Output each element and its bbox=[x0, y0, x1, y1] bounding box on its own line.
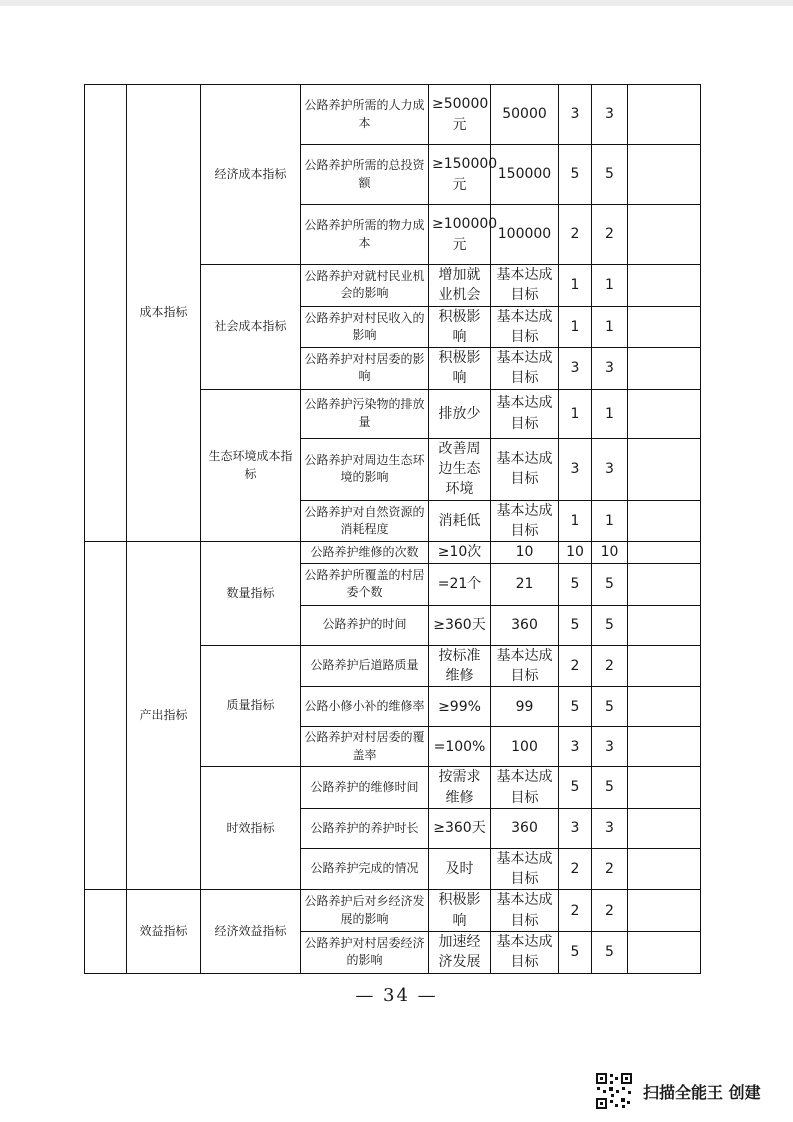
indicator-cell: 公路养护后对乡经济发展的影响 bbox=[301, 890, 429, 932]
remark-cell bbox=[628, 727, 701, 767]
score-cell: 10 bbox=[592, 542, 628, 563]
weight-cell: 2 bbox=[559, 205, 592, 265]
target-value-cell: ≥360天 bbox=[429, 808, 491, 848]
remark-cell bbox=[628, 348, 701, 390]
actual-value-cell: 360 bbox=[491, 605, 559, 645]
actual-value-cell: 基本达成目标 bbox=[491, 932, 559, 974]
actual-value-cell: 基本达成目标 bbox=[491, 348, 559, 390]
remark-cell bbox=[628, 808, 701, 848]
target-value-cell: ≥150000元 bbox=[429, 145, 491, 205]
weight-cell: 3 bbox=[559, 85, 592, 145]
indicator-cell: 公路养护对自然资源的消耗程度 bbox=[301, 500, 429, 542]
blank-cell bbox=[85, 890, 127, 973]
score-cell: 3 bbox=[592, 808, 628, 848]
target-value-cell: ≥360天 bbox=[429, 605, 491, 645]
score-cell: 2 bbox=[592, 848, 628, 890]
weight-cell: 5 bbox=[559, 687, 592, 727]
score-cell: 3 bbox=[592, 727, 628, 767]
actual-value-cell: 99 bbox=[491, 687, 559, 727]
blank-cell bbox=[85, 85, 127, 542]
actual-value-cell: 360 bbox=[491, 808, 559, 848]
actual-value-cell: 10 bbox=[491, 542, 559, 563]
weight-cell: 1 bbox=[559, 265, 592, 307]
actual-value-cell: 21 bbox=[491, 563, 559, 605]
indicator-cell: 公路养护所需的物力成本 bbox=[301, 205, 429, 265]
target-value-cell: ≥50000元 bbox=[429, 85, 491, 145]
subcategory-cell: 时效指标 bbox=[201, 767, 301, 890]
remark-cell bbox=[628, 848, 701, 890]
actual-value-cell: 基本达成目标 bbox=[491, 389, 559, 438]
target-value-cell: 按标准维修 bbox=[429, 645, 491, 687]
remark-cell bbox=[628, 605, 701, 645]
weight-cell: 5 bbox=[559, 767, 592, 809]
target-value-cell: 增加就业机会 bbox=[429, 265, 491, 307]
score-cell: 2 bbox=[592, 645, 628, 687]
score-cell: 1 bbox=[592, 389, 628, 438]
weight-cell: 3 bbox=[559, 348, 592, 390]
remark-cell bbox=[628, 85, 701, 145]
score-cell: 1 bbox=[592, 306, 628, 348]
weight-cell: 5 bbox=[559, 563, 592, 605]
weight-cell: 1 bbox=[559, 389, 592, 438]
weight-cell: 5 bbox=[559, 605, 592, 645]
score-cell: 5 bbox=[592, 145, 628, 205]
scanner-app-label: 扫描全能王 创建 bbox=[643, 1082, 761, 1102]
remark-cell bbox=[628, 500, 701, 542]
subcategory-cell: 社会成本指标 bbox=[201, 265, 301, 390]
target-value-cell: ≥99% bbox=[429, 687, 491, 727]
indicator-cell: 公路养护的时间 bbox=[301, 605, 429, 645]
score-cell: 5 bbox=[592, 932, 628, 974]
indicator-cell: 公路养护对村居委的影响 bbox=[301, 348, 429, 390]
target-value-cell: 按需求维修 bbox=[429, 767, 491, 809]
weight-cell: 3 bbox=[559, 808, 592, 848]
blank-cell bbox=[85, 542, 127, 890]
target-value-cell: ≥100000元 bbox=[429, 205, 491, 265]
table-body bbox=[85, 85, 701, 974]
remark-cell bbox=[628, 767, 701, 809]
indicator-cell: 公路养护所覆盖的村居委个数 bbox=[301, 563, 429, 605]
indicator-cell: 公路养护所需的人力成本 bbox=[301, 85, 429, 145]
table-row bbox=[85, 85, 701, 145]
actual-value-cell: 基本达成目标 bbox=[491, 890, 559, 932]
actual-value-cell: 50000 bbox=[491, 85, 559, 145]
actual-value-cell: 基本达成目标 bbox=[491, 306, 559, 348]
remark-cell bbox=[628, 645, 701, 687]
page-top-edge bbox=[0, 0, 793, 6]
remark-cell bbox=[628, 306, 701, 348]
remark-cell bbox=[628, 542, 701, 563]
weight-cell: 10 bbox=[559, 542, 592, 563]
subcategory-cell: 经济效益指标 bbox=[201, 890, 301, 973]
indicator-cell: 公路养护对村居委经济的影响 bbox=[301, 932, 429, 974]
score-cell: 3 bbox=[592, 85, 628, 145]
actual-value-cell: 150000 bbox=[491, 145, 559, 205]
score-cell: 3 bbox=[592, 348, 628, 390]
category-cell: 成本指标 bbox=[127, 85, 201, 542]
indicator-cell: 公路养护的维修时间 bbox=[301, 767, 429, 809]
remark-cell bbox=[628, 563, 701, 605]
remark-cell bbox=[628, 932, 701, 974]
score-cell: 2 bbox=[592, 890, 628, 932]
indicator-cell: 公路养护对村民收入的影响 bbox=[301, 306, 429, 348]
score-cell: 1 bbox=[592, 500, 628, 542]
target-value-cell: =100% bbox=[429, 727, 491, 767]
score-cell: 5 bbox=[592, 605, 628, 645]
qr-code-icon bbox=[595, 1072, 633, 1110]
weight-cell: 5 bbox=[559, 932, 592, 974]
target-value-cell: 及时 bbox=[429, 848, 491, 890]
remark-cell bbox=[628, 205, 701, 265]
weight-cell: 2 bbox=[559, 890, 592, 932]
indicator-cell: 公路养护后道路质量 bbox=[301, 645, 429, 687]
actual-value-cell: 基本达成目标 bbox=[491, 767, 559, 809]
score-cell: 3 bbox=[592, 438, 628, 500]
weight-cell: 5 bbox=[559, 145, 592, 205]
scanner-watermark bbox=[595, 1071, 761, 1111]
indicator-cell: 公路养护对村居委的覆盖率 bbox=[301, 727, 429, 767]
score-cell: 2 bbox=[592, 205, 628, 265]
remark-cell bbox=[628, 438, 701, 500]
target-value-cell: 消耗低 bbox=[429, 500, 491, 542]
weight-cell: 3 bbox=[559, 727, 592, 767]
remark-cell bbox=[628, 687, 701, 727]
score-cell: 5 bbox=[592, 687, 628, 727]
target-value-cell: 积极影响 bbox=[429, 348, 491, 390]
target-value-cell: 加速经济发展 bbox=[429, 932, 491, 974]
indicator-cell: 公路养护对就村民业机会的影响 bbox=[301, 265, 429, 307]
indicator-cell: 公路养护污染物的排放量 bbox=[301, 389, 429, 438]
indicator-cell: 公路养护的养护时长 bbox=[301, 808, 429, 848]
indicator-cell: 公路养护维修的次数 bbox=[301, 542, 429, 563]
subcategory-cell: 质量指标 bbox=[201, 645, 301, 767]
weight-cell: 2 bbox=[559, 645, 592, 687]
indicator-cell: 公路养护所需的总投资额 bbox=[301, 145, 429, 205]
category-cell: 产出指标 bbox=[127, 542, 201, 890]
subcategory-cell: 生态环境成本指标 bbox=[201, 389, 301, 542]
weight-cell: 1 bbox=[559, 306, 592, 348]
subcategory-cell: 经济成本指标 bbox=[201, 85, 301, 265]
weight-cell: 3 bbox=[559, 438, 592, 500]
performance-indicator-table bbox=[84, 84, 701, 974]
remark-cell bbox=[628, 890, 701, 932]
indicator-cell: 公路养护完成的情况 bbox=[301, 848, 429, 890]
target-value-cell: ≥10次 bbox=[429, 542, 491, 563]
table-row bbox=[85, 542, 701, 563]
target-value-cell: 积极影响 bbox=[429, 306, 491, 348]
category-cell: 效益指标 bbox=[127, 890, 201, 973]
target-value-cell: 积极影响 bbox=[429, 890, 491, 932]
remark-cell bbox=[628, 145, 701, 205]
score-cell: 5 bbox=[592, 563, 628, 605]
indicator-cell: 公路小修小补的维修率 bbox=[301, 687, 429, 727]
score-cell: 5 bbox=[592, 767, 628, 809]
actual-value-cell: 100000 bbox=[491, 205, 559, 265]
actual-value-cell: 基本达成目标 bbox=[491, 500, 559, 542]
actual-value-cell: 基本达成目标 bbox=[491, 848, 559, 890]
target-value-cell: 改善周边生态环境 bbox=[429, 438, 491, 500]
remark-cell bbox=[628, 265, 701, 307]
remark-cell bbox=[628, 389, 701, 438]
indicator-cell: 公路养护对周边生态环境的影响 bbox=[301, 438, 429, 500]
actual-value-cell: 基本达成目标 bbox=[491, 645, 559, 687]
table-row bbox=[85, 890, 701, 932]
weight-cell: 2 bbox=[559, 848, 592, 890]
target-value-cell: 排放少 bbox=[429, 389, 491, 438]
target-value-cell: =21个 bbox=[429, 563, 491, 605]
actual-value-cell: 基本达成目标 bbox=[491, 265, 559, 307]
score-cell: 1 bbox=[592, 265, 628, 307]
actual-value-cell: 基本达成目标 bbox=[491, 438, 559, 500]
page-number: — 34 — bbox=[355, 985, 438, 1006]
subcategory-cell: 数量指标 bbox=[201, 542, 301, 645]
weight-cell: 1 bbox=[559, 500, 592, 542]
actual-value-cell: 100 bbox=[491, 727, 559, 767]
